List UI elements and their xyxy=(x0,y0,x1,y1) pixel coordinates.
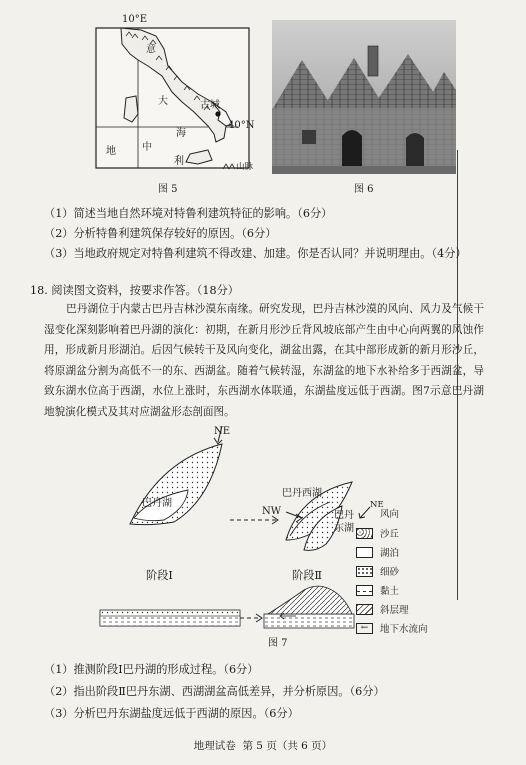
q17-item-2: （2）分析特鲁利建筑保存较好的原因。（6分） xyxy=(44,227,277,240)
map-label-di: 地 xyxy=(106,146,116,157)
map-label-gucheng: 古城 xyxy=(200,100,220,111)
figure-5-caption: 图 5 xyxy=(158,184,178,195)
lake-evolution-svg xyxy=(90,420,360,650)
legend-dune xyxy=(356,524,399,542)
ancient-city-marker xyxy=(215,111,220,116)
fig7-east-lake-label-2: 东湖 xyxy=(334,523,354,534)
legend-wind-label: 风向 xyxy=(380,509,400,520)
legend-wind xyxy=(356,504,399,522)
legend-fine-sand xyxy=(356,562,399,580)
q18-heading: 18. 阅读图文资料，按要求作答。（18分） xyxy=(30,284,239,297)
q17-item-1: （1）简述当地自然环境对特鲁利建筑特征的影响。（6分） xyxy=(44,207,333,220)
q18-paragraph-text: 巴丹湖位于内蒙古巴丹吉林沙漠东南缘。研究发现，巴丹吉林沙漠的风向、风力及气候干湿变化深刻影响着巴丹湖的演化：初期，在新月形沙丘背风坡底部产生由中心向两翼的风蚀作用，形成新月形湖泊。后因气候转干及风向变化，湖盆出露，在其中部形成新的新月形沙丘，将原湖盆分割为高低不一的东、西湖盆。随着气候转湿，东湖盆的地下水补给多于西湖盆，导致东湖水位高于西湖，水位上涨时，东西湖水体联通，东湖盐度远低于西湖。图7示意巴丹湖地貌演化模式及其对应湖盆形态剖面图。 xyxy=(44,303,484,418)
q18-item-3: （3）分析巴丹东湖盐度远低于西湖的原因。（6分） xyxy=(44,707,299,720)
map-label-li: 利 xyxy=(174,156,184,167)
meridian-label: 10°E xyxy=(122,14,148,25)
wind-arrow-icon xyxy=(356,506,373,520)
legend-lake-label: 湖泊 xyxy=(380,548,400,559)
parallel-label: 40°N xyxy=(228,120,255,131)
fig7-west-lake-label: 巴丹西湖 xyxy=(282,488,322,499)
figure-6-photo xyxy=(272,20,456,174)
legend-cross-bedding xyxy=(356,600,409,618)
map-label-hai: 海 xyxy=(176,128,186,139)
fig7-lake-label: 巴丹湖 xyxy=(142,498,172,509)
legend-dune-label: 沙丘 xyxy=(380,529,400,540)
map-label-zhong: 中 xyxy=(142,142,152,153)
italy-map-svg xyxy=(86,14,256,184)
clay-swatch xyxy=(356,585,373,596)
figure-7-diagram xyxy=(90,420,360,650)
lake-swatch xyxy=(356,547,373,558)
q17-item-3: （3）当地政府规定对特鲁利建筑不得改建、加建。你是否认同？并说明理由。（4分） xyxy=(44,247,467,260)
legend-groundwater xyxy=(356,619,428,637)
map-legend-label: 山脉 xyxy=(236,162,254,172)
legend-groundwater-label: 地下水流向 xyxy=(380,624,428,635)
fig7-ne-label: NE xyxy=(214,426,231,437)
figure-6-caption: 图 6 xyxy=(354,184,374,195)
legend-lake xyxy=(356,543,399,561)
fig7-east-lake-label-1: 巴丹 xyxy=(334,510,354,521)
legend-clay xyxy=(356,581,399,599)
figure-7-caption: 图 7 xyxy=(268,638,288,649)
legend-clay-label: 黏土 xyxy=(380,586,400,597)
mountain-legend-icon xyxy=(222,162,236,170)
trulli-photo-svg xyxy=(272,20,456,174)
legend-ne-label: NE xyxy=(370,500,384,510)
fine-sand-swatch xyxy=(356,566,373,577)
page-footer: 地理试卷 第 5 页（共 6 页） xyxy=(193,740,333,752)
map-legend xyxy=(222,160,253,172)
fig7-stage-1: 阶段Ⅰ xyxy=(146,569,173,582)
legend-fine-sand-label: 细砂 xyxy=(380,567,400,578)
fig7-stage-2: 阶段Ⅱ xyxy=(292,569,322,582)
map-label-da: 大 xyxy=(158,96,168,107)
dune-swatch xyxy=(356,528,373,539)
figure-5-map xyxy=(86,14,256,184)
q18-paragraph xyxy=(44,299,484,422)
cross-bedding-swatch xyxy=(356,604,373,615)
groundwater-arrow-icon: ← xyxy=(356,623,373,634)
q18-item-1: （1）推测阶段Ⅰ巴丹湖的形成过程。（6分） xyxy=(44,663,259,676)
q18-item-2: （2）指出阶段Ⅱ巴丹东湖、西湖湖盆高低差异，并分析原因。（6分） xyxy=(44,685,385,698)
fig7-nw-label: NW xyxy=(262,506,282,517)
legend-cross-bedding-label: 斜层理 xyxy=(380,605,409,616)
map-label-yi: 意 xyxy=(146,44,156,55)
